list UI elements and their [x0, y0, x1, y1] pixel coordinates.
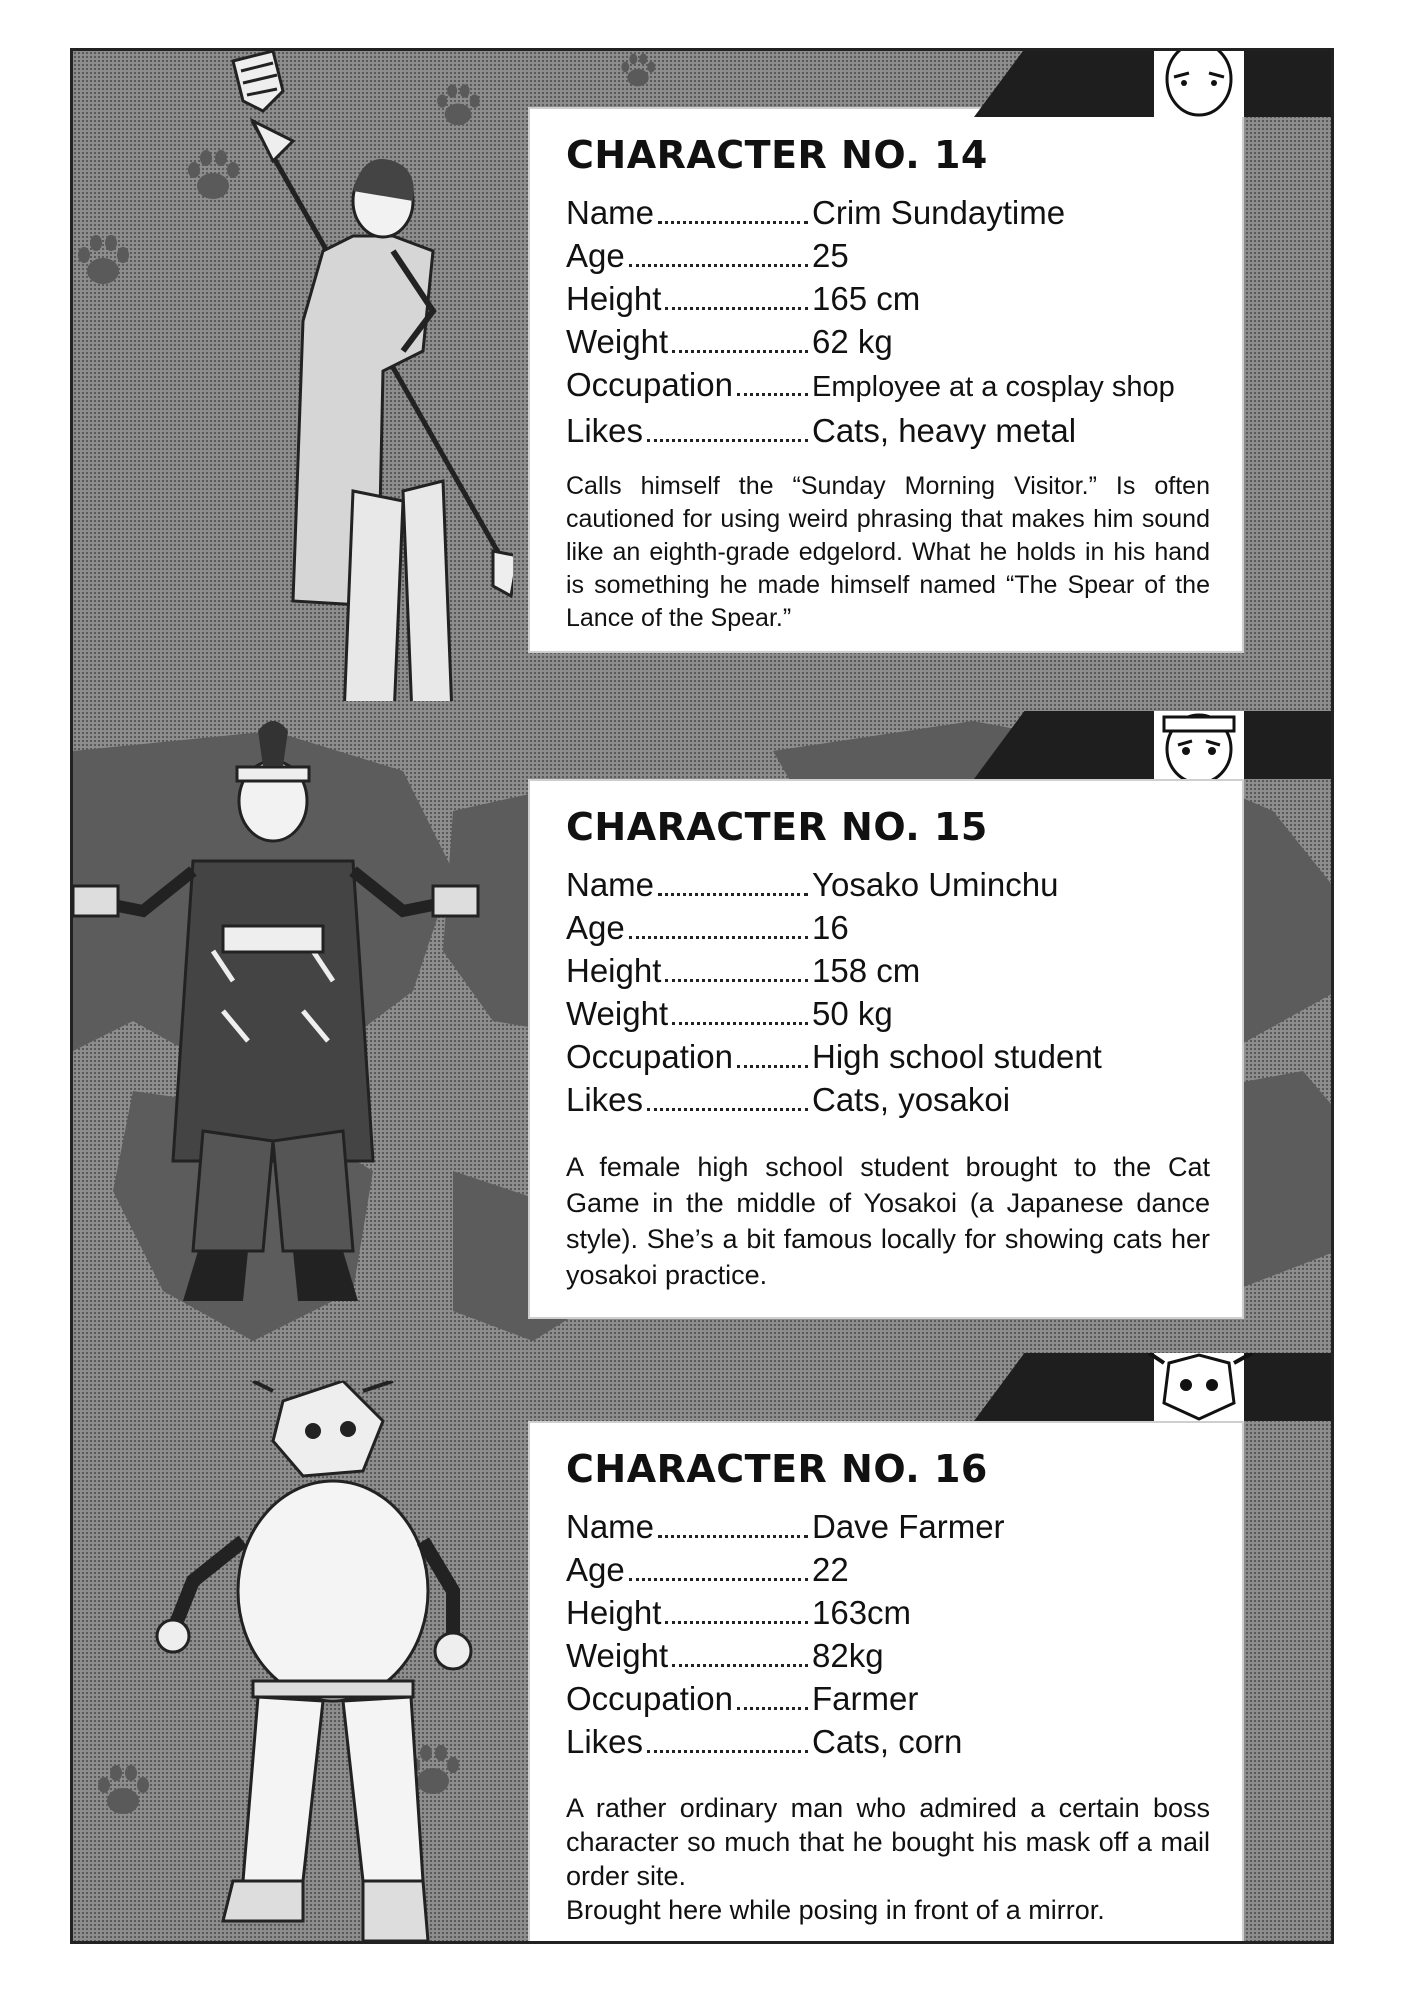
portrait-tab	[974, 49, 1334, 117]
paw-print-icon	[613, 51, 663, 91]
character-description: A rather ordinary man who admired a certain boss character so much that he bought his mask off a mail order site. Brought here while posing in front of a mirror.	[566, 1792, 1210, 1925]
character-illustration-yosako	[73, 711, 513, 1301]
portrait-tab	[974, 711, 1334, 779]
field-occupation: Occupation High school student	[566, 1037, 1102, 1075]
field-age: Age 25	[566, 236, 849, 274]
field-name: Name Dave Farmer	[566, 1507, 1005, 1545]
profile-card-15	[528, 779, 1244, 1319]
paw-print-icon	[93, 1761, 153, 1821]
field-weight: Weight 82kg	[566, 1636, 884, 1674]
card-title: CHARACTER NO. 15	[566, 805, 988, 849]
character-description: A female high school student brought to the Cat Game in the middle of Yosakoi (a Japanese dance style). She’s a bit famous locally for showing cats her yosakoi practice.	[566, 1151, 1210, 1290]
profile-card-14	[528, 107, 1244, 653]
field-name: Name Yosako Uminchu	[566, 865, 1059, 903]
profile-card-16	[528, 1421, 1244, 1944]
field-height: Height 163cm	[566, 1593, 912, 1631]
field-likes: Likes Cats, corn	[566, 1722, 963, 1760]
character-illustration-crim	[193, 51, 513, 701]
field-age: Age 16	[566, 908, 849, 946]
character-description: Calls himself the “Sunday Morning Visitor.” Is often cautioned for using weird phrasing that makes him sound like an eighth-grade edgelord. What he holds in his hand is something he made himself named “The Spear of the Lance of the Spear.”	[566, 471, 1210, 632]
field-name: Name Crim Sundaytime	[566, 193, 1066, 231]
field-occupation: Occupation Employee at a cosplay shop	[566, 365, 1175, 403]
portrait-tab	[974, 1353, 1334, 1421]
field-likes: Likes Cats, heavy metal	[566, 411, 1077, 449]
character-portrait-icon	[1134, 711, 1264, 779]
field-height: Height 165 cm	[566, 279, 921, 317]
field-weight: Weight 50 kg	[566, 994, 893, 1032]
field-height: Height 158 cm	[566, 951, 921, 989]
character-portrait-icon	[1134, 49, 1264, 117]
character-section-16	[73, 1341, 1331, 1944]
card-title: CHARACTER NO. 16	[566, 1447, 988, 1491]
character-profile-page	[70, 48, 1334, 1944]
field-age: Age 22	[566, 1550, 849, 1588]
field-occupation: Occupation Farmer	[566, 1679, 919, 1717]
character-section-14	[73, 51, 1331, 691]
character-section-15	[73, 691, 1331, 1341]
field-weight: Weight 62 kg	[566, 322, 893, 360]
paw-print-icon	[73, 231, 133, 291]
card-title: CHARACTER NO. 14	[566, 133, 988, 177]
field-likes: Likes Cats, yosakoi	[566, 1080, 1011, 1118]
character-portrait-icon	[1134, 1353, 1264, 1421]
character-illustration-dave	[153, 1381, 513, 1944]
